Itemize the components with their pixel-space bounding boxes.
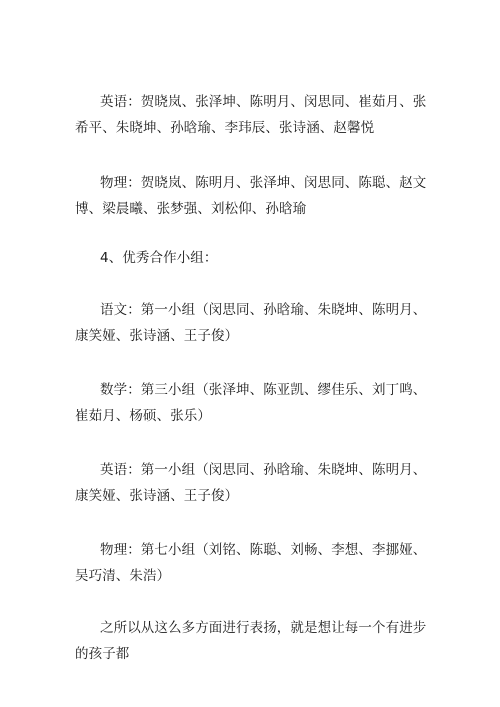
english-group-paragraph: 英语：第一小组（闵思同、孙晗瑜、朱晓坤、陈明月、康笑娅、张诗涵、王子俊）: [75, 462, 427, 504]
english-award-list: 英语：贺晓岚、张泽坤、陈明月、闵思同、崔茹月、张希平、朱晓坤、孙晗瑜、李玮辰、张诗涵、赵馨悦: [75, 94, 427, 136]
physics-group-paragraph: 物理：第七小组（刘铭、陈聪、刘畅、李想、李挪娅、吴巧清、朱浩）: [75, 542, 427, 584]
chinese-group-paragraph: 语文：第一小组（闵思同、孙晗瑜、朱晓坤、陈明月、康笑娅、张诗涵、王子俊）: [75, 302, 427, 344]
section-heading-cooperation-groups: 4、优秀合作小组：: [100, 250, 218, 266]
physics-award-list: 物理：贺晓岚、陈明月、张泽坤、闵思同、陈聪、赵文博、梁晨曦、张梦强、刘松仰、孙晗瑜: [75, 175, 427, 217]
math-group-paragraph: 数学：第三小组（张泽坤、陈亚凯、缪佳乐、刘丁鸣、崔茹月、杨硕、张乐）: [75, 382, 427, 424]
closing-paragraph: 之所以从这么多方面进行表扬，就是想让每一个有进步的孩子都: [75, 620, 427, 662]
